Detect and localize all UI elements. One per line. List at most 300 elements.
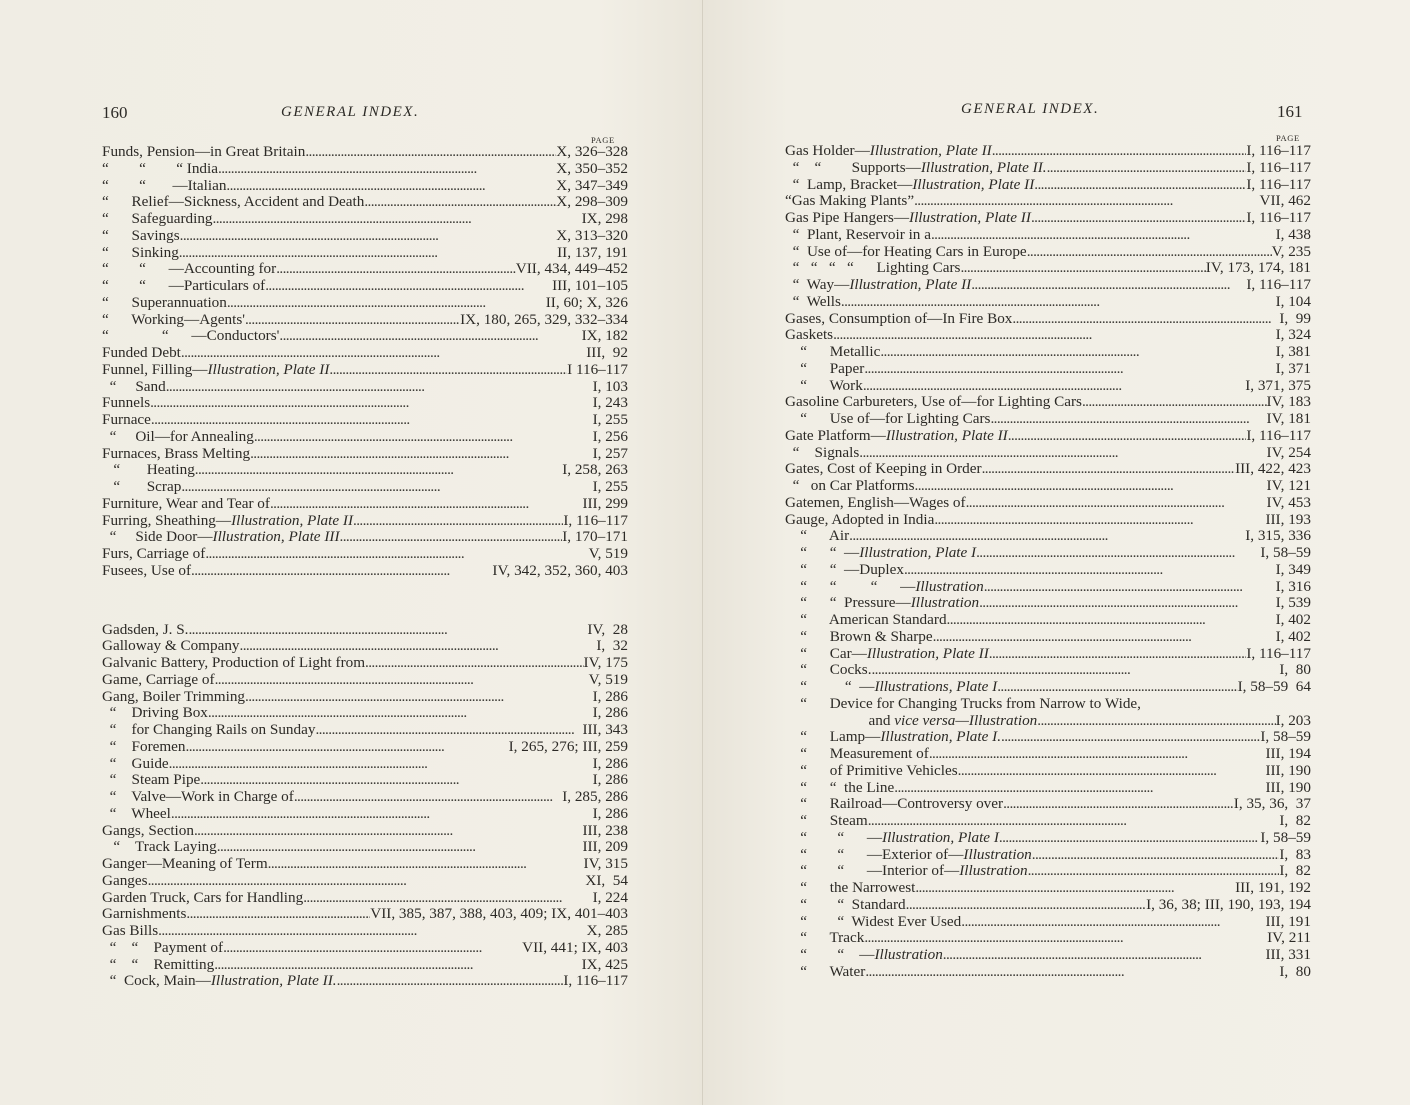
ditto-marks: “ <box>102 210 109 227</box>
leader-dots <box>245 689 593 706</box>
entry-italic: Illustration <box>910 594 980 612</box>
ditto-marks: “ <box>785 812 807 829</box>
entry-heading: Ganges <box>102 871 148 889</box>
entry-text <box>785 411 990 428</box>
leader-dots <box>181 479 592 496</box>
index-entry <box>785 394 1311 411</box>
entry-heading: Garnishments <box>102 905 187 923</box>
entry-text <box>785 813 868 830</box>
entry-italic: Illustration, Plate II <box>869 142 992 159</box>
leader-dots <box>960 260 1205 277</box>
entry-heading: —Italian <box>145 176 227 194</box>
leader-dots <box>169 756 593 773</box>
index-entry <box>102 789 628 806</box>
entry-heading: Metallic <box>806 343 881 360</box>
page-reference: XI, 54 <box>585 871 628 889</box>
entry-text <box>102 789 294 806</box>
leader-dots <box>315 722 582 739</box>
page-reference: I, 80 <box>1279 962 1311 980</box>
entry-text <box>102 638 240 655</box>
leader-dots <box>1032 847 1280 864</box>
index-entry <box>785 461 1311 478</box>
entry-heading: Gates, Cost of Keeping in Order <box>785 460 982 478</box>
page-reference: IV, 183 <box>1266 393 1311 411</box>
entry-text <box>785 646 989 663</box>
entry-heading: —Accounting for <box>145 260 277 278</box>
entry-italic: Illustration, Plate II. <box>210 972 337 990</box>
leader-dots <box>1031 210 1246 227</box>
index-entry <box>102 739 628 756</box>
page-reference: X, 350–352 <box>556 159 628 177</box>
entry-text <box>102 312 245 329</box>
page-reference: X, 285 <box>586 922 628 939</box>
leader-dots <box>1003 796 1234 813</box>
index-entry <box>102 529 628 546</box>
index-entry <box>102 211 628 228</box>
entry-heading: Wells <box>799 292 841 310</box>
page-reference: I, 116–117 <box>1246 142 1311 159</box>
entry-text <box>785 780 894 797</box>
entry-text <box>785 143 992 160</box>
entry-text <box>785 445 859 462</box>
page-reference: I, 82 <box>1279 862 1311 880</box>
index-entry <box>785 244 1311 261</box>
ditto-marks: “ <box>785 560 807 578</box>
entry-text <box>785 478 915 495</box>
leader-dots <box>1008 428 1247 445</box>
ditto-marks: “ “ <box>102 176 146 194</box>
index-entry <box>102 446 628 463</box>
entry-heading: “ Standard <box>806 895 906 913</box>
entry-heading: Gases, Consumption of—In Fire Box <box>785 309 1013 327</box>
ditto-marks: “ <box>785 477 800 494</box>
ditto-marks: “ <box>785 359 807 377</box>
entry-italic: Illustration, Plate I <box>859 544 977 561</box>
entry-text <box>102 856 268 873</box>
entry-text <box>785 679 997 696</box>
leader-dots <box>915 880 1235 897</box>
entry-text <box>785 579 984 596</box>
index-entry <box>102 345 628 362</box>
page-reference: IV, 342, 352, 360, 403 <box>492 561 628 579</box>
page-reference: I, 243 <box>592 394 628 412</box>
index-entry <box>785 327 1311 344</box>
leader-dots <box>218 161 556 178</box>
entry-text <box>785 545 976 562</box>
page-reference: I, 381 <box>1275 343 1311 360</box>
entry-text <box>785 394 1082 411</box>
page-reference: V, 519 <box>588 670 628 688</box>
leader-dots <box>214 957 581 974</box>
ditto-marks: “ <box>102 737 117 755</box>
leader-dots <box>150 395 592 412</box>
page-reference: IV, 121 <box>1266 477 1311 494</box>
page-reference: IV, 254 <box>1266 443 1311 461</box>
ditto-marks: “ <box>102 461 121 479</box>
ditto-marks: “ <box>785 611 807 628</box>
index-entry <box>102 689 628 706</box>
entry-heading: Sand <box>116 377 166 395</box>
entry-heading: Furniture, Wear and Tear of <box>102 494 270 512</box>
ditto-marks: “ <box>785 276 800 293</box>
entry-heading: on Car Platforms <box>799 477 915 494</box>
leader-dots <box>276 261 516 278</box>
ditto-marks: “ <box>102 243 109 261</box>
page-reference: X, 298–309 <box>556 193 628 211</box>
index-entry <box>102 178 628 195</box>
entry-text <box>102 739 186 756</box>
leader-dots <box>270 496 582 513</box>
entry-text <box>102 689 245 706</box>
leader-dots <box>227 295 546 312</box>
ditto-marks: “ <box>785 828 807 846</box>
index-entry <box>785 562 1311 579</box>
entry-text <box>102 479 181 496</box>
entry-text <box>102 890 303 907</box>
leader-dots <box>303 890 592 907</box>
leader-dots <box>340 529 563 546</box>
ditto-marks: “ <box>102 788 117 805</box>
ditto-marks: “ <box>785 845 807 863</box>
entry-text <box>102 839 217 856</box>
entry-italic: Illustration, Plate II. <box>920 158 1047 176</box>
entry-text <box>102 940 223 957</box>
entry-text <box>785 763 958 780</box>
index-entry <box>785 294 1311 311</box>
leader-dots <box>365 655 584 672</box>
entry-text <box>785 378 863 395</box>
entry-italic: Illustration, Plate II <box>866 644 989 662</box>
index-entry <box>102 278 628 295</box>
entry-text <box>785 294 841 311</box>
ditto-marks: “ <box>102 754 117 772</box>
entry-heading: Paper <box>806 359 865 377</box>
leader-dots <box>1037 713 1275 730</box>
entry-heading: “ — <box>806 678 875 695</box>
leader-dots <box>999 830 1260 847</box>
index-entry <box>785 528 1311 545</box>
entry-text <box>785 930 864 947</box>
index-entry <box>785 210 1311 227</box>
leader-dots <box>171 806 593 823</box>
leader-dots <box>929 746 1266 763</box>
page-reference: III, 193 <box>1265 510 1311 528</box>
page-reference: I, 116–117 <box>1246 276 1311 293</box>
entry-heading: “ — <box>806 828 883 846</box>
leader-dots <box>1141 696 1311 713</box>
leader-dots <box>976 545 1260 562</box>
page-reference: III, 194 <box>1265 745 1311 762</box>
ditto-marks: “ <box>102 838 121 856</box>
leader-dots <box>195 462 562 479</box>
ditto-marks: “ <box>102 327 109 345</box>
entry-heading: Side Door— <box>116 528 213 546</box>
ditto-marks: “ <box>785 577 807 595</box>
index-entry <box>102 295 628 312</box>
index-entry <box>785 595 1311 612</box>
index-section-f <box>102 144 628 580</box>
entry-heading: Signals <box>799 443 860 461</box>
leader-dots <box>849 528 1245 545</box>
entry-heading: Water <box>806 962 866 980</box>
page-reference: III, 101–105 <box>552 277 628 294</box>
index-entry <box>102 705 628 722</box>
page-reference: I, 256 <box>592 427 628 445</box>
leader-dots <box>158 923 587 940</box>
leader-dots <box>947 612 1276 629</box>
leader-dots <box>992 143 1247 160</box>
page-reference: I, 103 <box>592 377 628 395</box>
ditto-marks: “ <box>102 478 121 495</box>
leader-dots <box>364 194 556 211</box>
ditto-marks: “ <box>785 761 807 779</box>
entry-heading: Sinking <box>108 243 179 261</box>
page-reference: I, 104 <box>1275 292 1311 310</box>
index-entry <box>102 496 628 513</box>
entry-text <box>102 806 171 823</box>
entry-heading: Steam Pipe <box>116 771 201 789</box>
entry-heading: Device for Changing Trucks from Narrow to Wide, <box>806 694 1141 712</box>
index-entry <box>785 713 1311 730</box>
leader-dots <box>894 780 1265 797</box>
entry-heading: Gadsden, J. S. <box>102 620 189 638</box>
ditto-marks: “ <box>102 226 109 244</box>
leader-dots <box>859 445 1266 462</box>
ditto-marks: “ <box>785 644 807 662</box>
ditto-marks: “ <box>785 225 800 243</box>
entry-heading: Galloway & Company <box>102 637 240 655</box>
index-entry <box>102 479 628 496</box>
leader-dots <box>966 495 1267 512</box>
entry-italic: vice versa—Illustration <box>894 711 1038 729</box>
leader-dots <box>880 344 1275 361</box>
index-entry <box>102 890 628 907</box>
ditto-marks: “ <box>785 929 807 947</box>
index-entry <box>102 940 628 957</box>
index-section-g <box>102 622 628 991</box>
leader-dots <box>217 839 583 856</box>
ditto-marks: “ “ <box>785 158 822 176</box>
entry-text <box>102 345 181 362</box>
leader-dots <box>982 461 1236 478</box>
page-reference: I, 286 <box>592 771 628 789</box>
page-reference: I, 116–117 <box>1246 175 1311 193</box>
ditto-marks: “ <box>785 728 807 746</box>
entry-italic: Illustration, Plate II <box>231 511 354 529</box>
index-entry <box>102 957 628 974</box>
index-entry <box>785 863 1311 880</box>
page-reference: I, 116–117 <box>1246 158 1311 176</box>
ditto-marks: “ <box>785 175 800 193</box>
index-entry <box>102 546 628 563</box>
index-entry <box>102 638 628 655</box>
page-reference: I 116–117 <box>567 360 628 378</box>
entry-italic: Illustration, Plate II <box>849 276 972 293</box>
entry-heading: and <box>785 711 895 729</box>
index-entry <box>785 428 1311 445</box>
page-reference: I, 203 <box>1275 711 1311 729</box>
entry-heading: Gauge, Adopted in India <box>785 510 935 528</box>
page-reference: IV, 211 <box>1267 929 1311 947</box>
index-entry <box>785 193 1311 210</box>
index-entry <box>102 622 628 639</box>
entry-heading: Savings <box>108 226 180 244</box>
entry-text <box>102 823 194 840</box>
entry-heading: Working—Agents' <box>108 310 245 328</box>
entry-heading: American Standard <box>806 611 947 628</box>
entry-text <box>102 563 191 580</box>
leader-dots <box>906 897 1146 914</box>
entry-heading: Valve—Work in Charge of <box>116 788 294 805</box>
page-reference: I, 58–59 <box>1260 544 1311 561</box>
entry-text <box>785 277 971 294</box>
index-entry <box>102 328 628 345</box>
index-entry <box>785 478 1311 495</box>
page-reference: III, 190 <box>1265 778 1311 796</box>
page-reference: IV, 181 <box>1266 410 1311 427</box>
page-reference: I, 286 <box>592 704 628 722</box>
page-reference: III, 299 <box>582 494 628 512</box>
ditto-marks: “ <box>102 704 117 722</box>
entry-heading: “ “ — <box>806 577 916 595</box>
entry-text <box>102 261 276 278</box>
page-reference: I, 349 <box>1275 560 1311 578</box>
index-entry <box>102 429 628 446</box>
column-header-left: PAGE <box>591 135 615 145</box>
ditto-marks: “ <box>785 544 807 561</box>
index-entry <box>785 796 1311 813</box>
entry-heading: Gas Bills <box>102 922 159 939</box>
ditto-marks: “ <box>785 627 807 645</box>
entry-heading: Work <box>806 376 863 394</box>
page-reference: IV, 453 <box>1266 493 1311 511</box>
index-entry <box>785 763 1311 780</box>
index-entry <box>785 696 1311 713</box>
page-reference: III, 92 <box>586 344 628 361</box>
entry-text <box>785 177 1034 194</box>
entry-heading: Funnels <box>102 394 151 412</box>
entry-text <box>785 796 1003 813</box>
entry-text <box>102 278 265 295</box>
leader-dots <box>833 327 1275 344</box>
index-entry <box>102 312 628 329</box>
index-entry <box>785 361 1311 378</box>
running-title-right: GENERAL INDEX. <box>961 101 1100 117</box>
left-page <box>0 0 703 1105</box>
page-reference: II, 60; X, 326 <box>545 293 628 311</box>
page-reference: I, 58–59 <box>1260 828 1311 846</box>
leader-dots <box>971 277 1246 294</box>
entry-text <box>102 144 305 161</box>
leader-dots <box>166 379 593 396</box>
entry-text <box>785 244 1027 261</box>
ditto-marks: “ <box>102 771 117 789</box>
entry-heading: “ — <box>806 544 860 561</box>
index-entry <box>102 973 628 990</box>
page-reference: I, 371 <box>1275 359 1311 377</box>
leader-dots <box>254 429 593 446</box>
entry-heading: Game, Carriage of <box>102 670 215 688</box>
entry-italic: Illustration, Plate II <box>909 209 1031 226</box>
page-reference: I, 315, 336 <box>1245 527 1311 545</box>
entry-italic: Illustration, Plate II <box>207 360 330 378</box>
leader-dots <box>864 930 1267 947</box>
ditto-marks: “ <box>102 804 117 822</box>
entry-text <box>785 863 1028 880</box>
leader-dots <box>1034 177 1246 194</box>
page-reference: III, 331 <box>1265 946 1311 963</box>
entry-heading: Measurement of <box>806 745 929 762</box>
entry-heading: Scrap <box>120 478 182 495</box>
page-reference: I, 58–59 <box>1260 728 1311 746</box>
entry-text <box>102 446 250 463</box>
leader-dots <box>1082 394 1267 411</box>
entry-heading: Way— <box>799 276 850 293</box>
ditto-marks: “ <box>785 862 807 880</box>
entry-heading: Cocks. <box>806 661 872 679</box>
leader-dots <box>208 705 593 722</box>
index-entry <box>102 194 628 211</box>
entry-heading: Gasoline Carbureters, Use of—for Lighting Cars <box>785 393 1082 411</box>
ditto-marks: “ <box>785 661 807 679</box>
index-entry <box>102 379 628 396</box>
index-entry <box>102 672 628 689</box>
entry-heading: Furnaces, Brass Melting <box>102 444 251 462</box>
page-reference: IV, 173, 174, 181 <box>1205 259 1311 277</box>
ditto-marks: “ <box>102 972 117 990</box>
entry-heading: Track Laying <box>120 838 217 856</box>
index-entry <box>102 756 628 773</box>
index-entry <box>785 813 1311 830</box>
page-reference: VII, 462 <box>1259 192 1311 210</box>
entry-italic: Illustration <box>874 946 943 963</box>
leader-dots <box>989 646 1247 663</box>
page-reference: I, 286 <box>592 687 628 705</box>
index-entry <box>102 362 628 379</box>
entry-heading: for Changing Rails on Sunday <box>116 721 316 738</box>
page-reference: X, 347–349 <box>556 176 628 194</box>
leader-dots <box>191 563 492 580</box>
ditto-marks: “ <box>102 193 109 211</box>
entry-text <box>102 622 188 639</box>
entry-text <box>785 311 1012 328</box>
ditto-marks: “ <box>785 343 807 360</box>
ditto-marks: “ <box>785 795 807 813</box>
leader-dots <box>268 856 584 873</box>
entry-heading: Heating <box>120 461 195 479</box>
entry-heading: “ —Exterior of— <box>806 845 964 863</box>
index-entry <box>102 412 628 429</box>
right-page <box>703 0 1410 1105</box>
entry-heading: Galvanic Battery, Production of Light from <box>102 654 366 671</box>
entry-text <box>102 379 166 396</box>
entry-text <box>102 362 329 379</box>
entry-text <box>785 495 966 512</box>
page-reference: IV, 175 <box>583 654 628 671</box>
page-reference: III, 343 <box>582 721 628 738</box>
page-reference: III, 238 <box>582 821 628 839</box>
ditto-marks: “ <box>102 310 109 328</box>
index-entry <box>102 655 628 672</box>
entry-text <box>102 328 279 345</box>
ditto-marks: “ “ <box>102 938 139 956</box>
entry-heading: “ the Line <box>806 778 895 796</box>
entry-heading: Ganger—Meaning of Term <box>102 855 268 872</box>
index-entry <box>785 780 1311 797</box>
index-entry <box>785 679 1311 696</box>
entry-text <box>785 880 915 897</box>
entry-heading: Track <box>806 929 865 947</box>
